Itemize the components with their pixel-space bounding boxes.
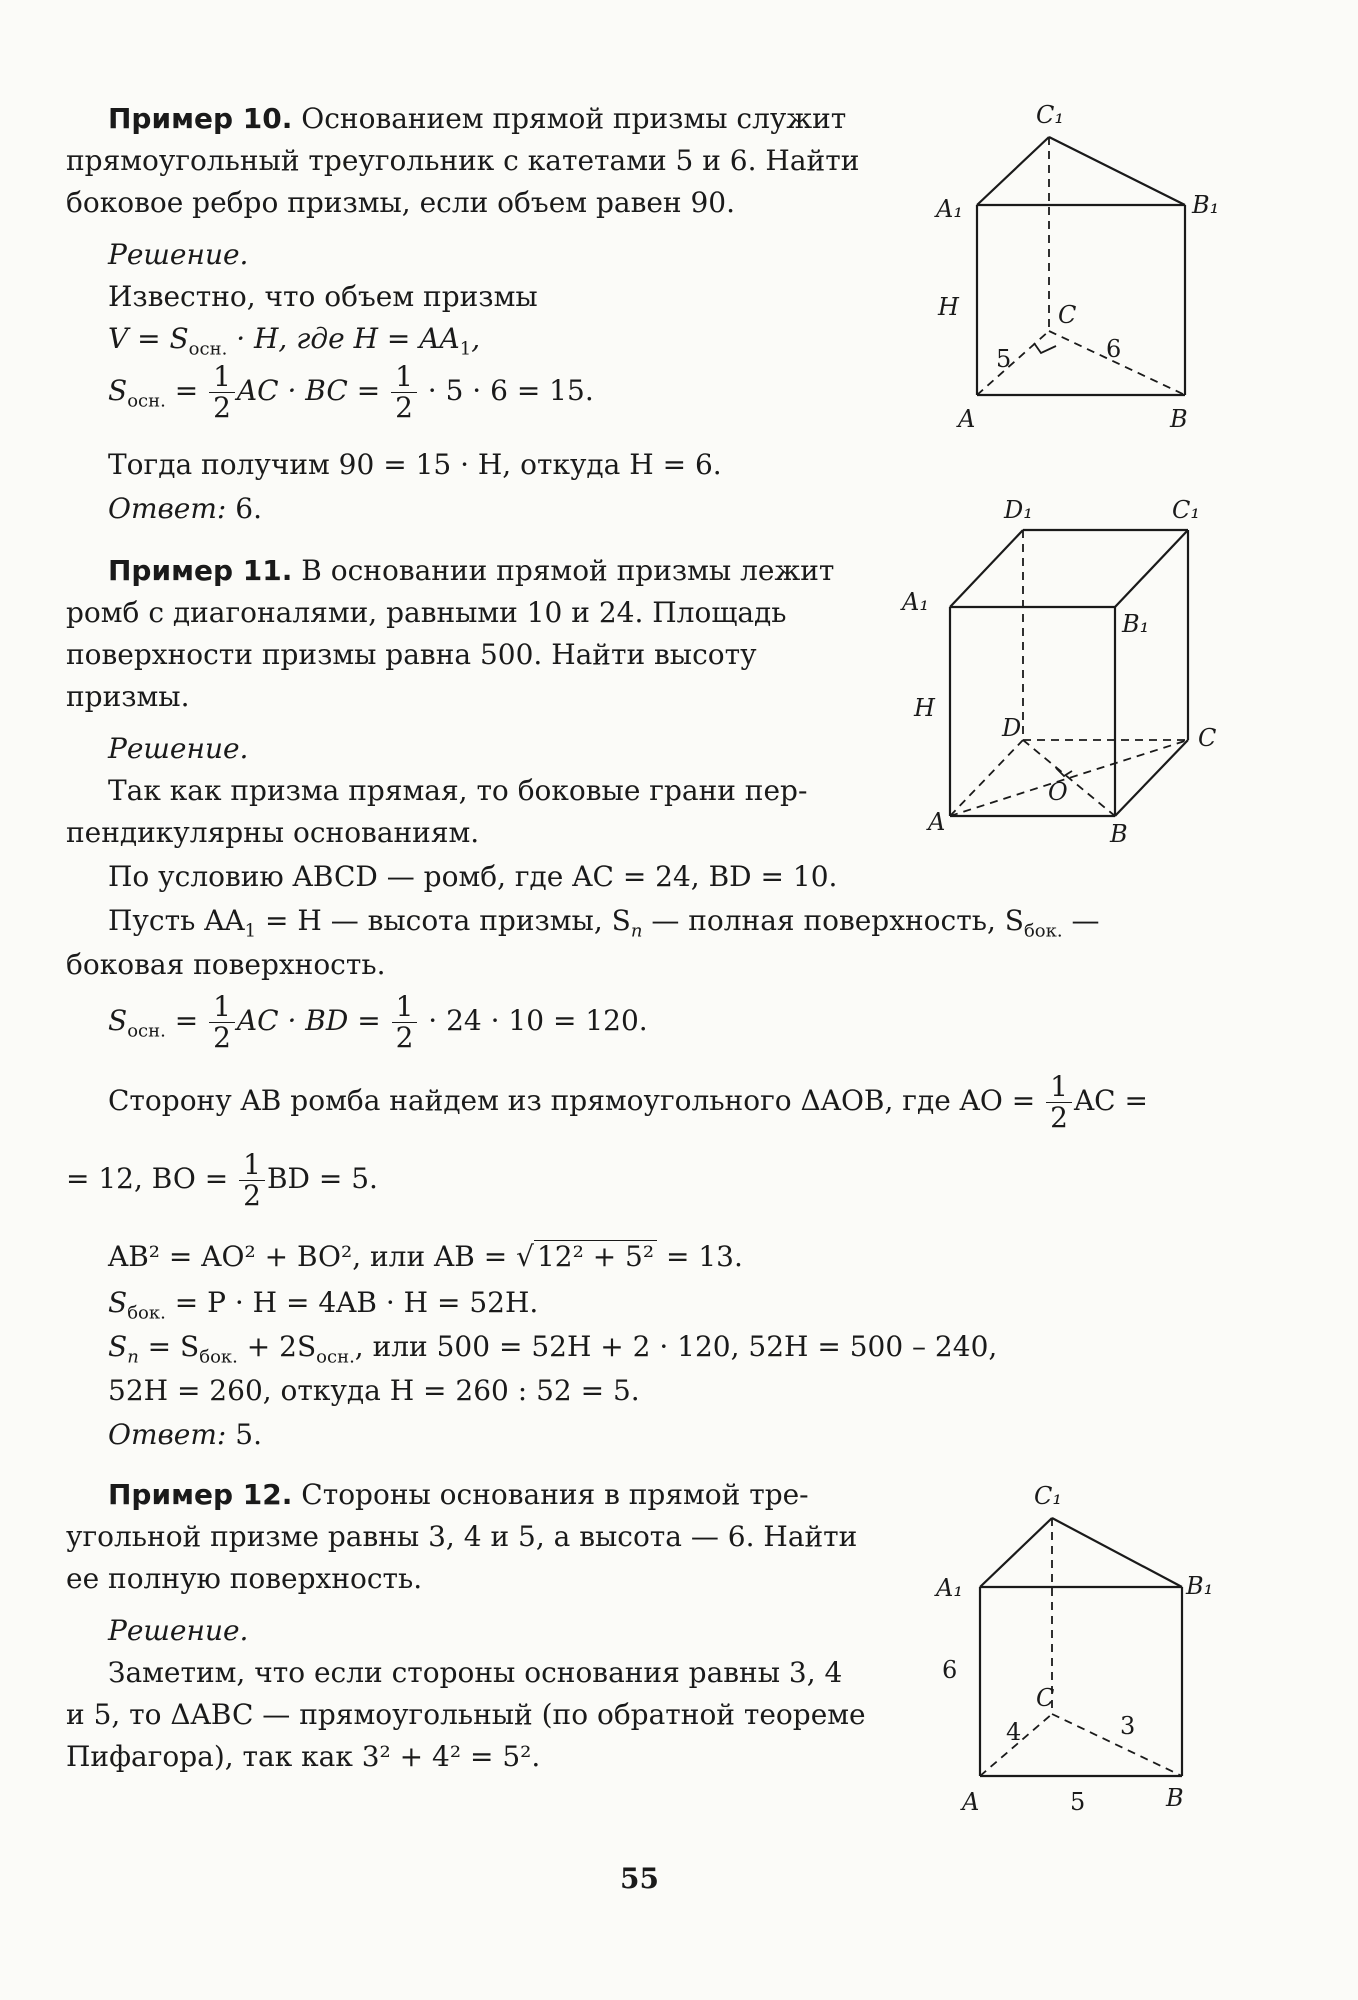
example-11-statement: Пример 11. В основании прямой призмы лежит (108, 554, 835, 587)
label-d1: D₁ (1004, 496, 1033, 524)
label-c: C (1198, 724, 1217, 752)
label-b: B (1110, 820, 1128, 848)
label-a: A (958, 405, 976, 433)
label-b1: B₁ (1192, 191, 1220, 219)
solution-label: Решение. (108, 732, 249, 765)
example-11: Пример 11. В основании прямой призмы лежит ромб с диагоналями, равными 10 и 24. Площадь поверхности призмы равна 500. Найти высоту призмы. Решение. Так как призма прямая, то боковые грани пер- пендикулярны основаниям. По условию ABCD — ромб, где AC = 24, BD = 10. Пусть $AA_1 = H$ — высота призмы, $S_n$ — полная поверхность, $S_{бок.}$ — боковая поверхность. $S_{осн.}$ = $\frac{1}{2}$ AC · BD = $\frac{1}{2}$ · 24 · 10 = 120. Сторону AB ромба найдем из прямоугольного ΔAOB, где AO = $\frac{1}{2}$ AC = = 12, BO = $\frac{1}{2}$ BD = 5. AB² = AO² + BO², или AB = √ 12² + 5² = 13. $S_{бок.} = P \cdot H = 4AB \cdot H = 52H$. $S_n = S_{бок.} + 2S_{осн.}$, или 500 = 52H + 2 · 120, 52H = 500 – 240, 52H = 260, откуда H = 260 : 52 = 5. Ответ: 5. (0, 0, 1358, 2000)
example-10-title: Пример 10. (108, 102, 293, 135)
label-c1: C₁ (1034, 1482, 1062, 1510)
label-5: 5 (1070, 1788, 1086, 1816)
example-10-statement: Пример 10. Основанием прямой призмы служит (108, 102, 847, 135)
base-area-formula: $S_{осн.}$ = $\frac{1}{2}$ AC · BC = $\frac{1}{2}$ · 5 · 6 = 15. (108, 360, 594, 424)
label-6: 6 (942, 1656, 958, 1684)
label-5: 5 (996, 345, 1012, 373)
base-area-formula: $S_{осн.}$ = $\frac{1}{2}$ AC · BD = $\frac{1}{2}$ · 24 · 10 = 120. (108, 990, 648, 1054)
answer: Ответ: 5. (108, 1418, 262, 1451)
figure-triangular-prism-2 (930, 1470, 1230, 1820)
example-10: Пример 10. Основанием прямой призмы служит прямоугольный треугольник с катетами 5 и 6. Найти боковое ребро призмы, если объем равен 90. Решение. Известно, что объем призмы $V = S_{осн.} \cdot H$, где $H = AA_1$, $S_{осн.}$ = $\frac{1}{2}$ AC · BC = $\frac{1}{2}$ · 5 · 6 = 15. Тогда получим 90 = 15 · H, откуда H = 6. Ответ: 6. (0, 0, 1358, 2000)
label-c: C (1036, 1684, 1055, 1712)
label-a: A (928, 808, 946, 836)
label-o: O (1048, 778, 1068, 806)
answer: Ответ: 6. (108, 492, 262, 525)
label-3: 3 (1120, 1712, 1136, 1740)
label-a1: A₁ (936, 1574, 963, 1602)
label-h: H (938, 293, 959, 321)
label-a1: A₁ (902, 588, 929, 616)
solution-label: Решение. (108, 1614, 249, 1647)
label-h: H (914, 694, 935, 722)
example-12-statement: Пример 12. Стороны основания в прямой тре- (108, 1478, 809, 1511)
label-b1: B₁ (1186, 1572, 1214, 1600)
label-b: B (1166, 1784, 1184, 1812)
label-a: A (962, 1788, 980, 1816)
example-11-title: Пример 11. (108, 554, 293, 587)
example-12-title: Пример 12. (108, 1478, 293, 1511)
label-c1: C₁ (1172, 496, 1200, 524)
label-6: 6 (1106, 335, 1122, 363)
example-12: Пример 12. Стороны основания в прямой тре- угольной призме равны 3, 4 и 5, а высота — 6. Найти ее полную поверхность. Решение. Заметим, что если стороны основания равны 3, 4 и 5, то ΔABC — прямоугольный (по обратной теореме Пифагора), так как 3² + 4² = 5². (0, 0, 1358, 2000)
label-4: 4 (1006, 1718, 1022, 1746)
label-b: B (1170, 405, 1188, 433)
label-b1: B₁ (1122, 610, 1150, 638)
label-c: C (1058, 301, 1077, 329)
page-number: 55 (620, 1862, 659, 1895)
label-a1: A₁ (936, 195, 963, 223)
label-d: D (1002, 714, 1022, 742)
solution-label: Решение. (108, 238, 249, 271)
volume-formula: $V = S_{осн.} \cdot H$, где $H = AA_1$, (108, 322, 481, 360)
label-c1: C₁ (1036, 101, 1064, 129)
